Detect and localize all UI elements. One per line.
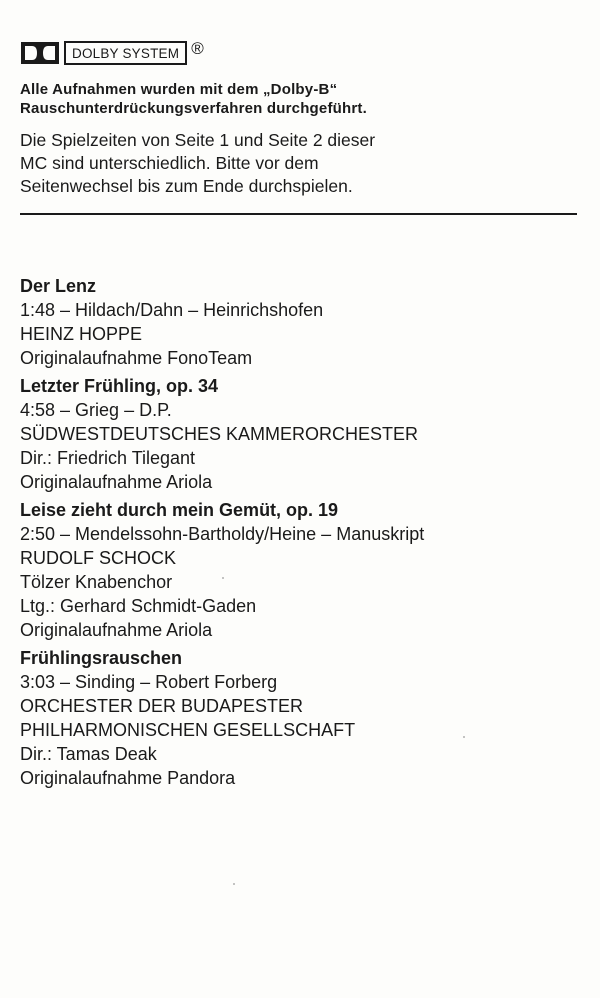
track-source: Originalaufnahme Ariola bbox=[20, 620, 213, 640]
track-source: Originalaufnahme FonoTeam bbox=[20, 348, 253, 368]
track-source: Originalaufnahme Pandora bbox=[20, 768, 236, 788]
track-list bbox=[20, 274, 590, 794]
track-source: Originalaufnahme Ariola bbox=[20, 472, 213, 492]
dolby-badge bbox=[20, 40, 204, 66]
dolby-system-label: DOLBY SYSTEM bbox=[64, 41, 187, 65]
divider bbox=[20, 213, 577, 215]
print-speck bbox=[233, 883, 235, 885]
track-artist: HEINZ HOPPE bbox=[20, 324, 143, 344]
print-speck bbox=[222, 577, 224, 579]
track-details: 4:58 – Grieg – D.P. bbox=[20, 400, 172, 420]
dolby-note-line: Alle Aufnahmen wurden mit dem „Dolby-B“ bbox=[20, 81, 338, 98]
track-details: 1:48 – Hildach/Dahn – Heinrichshofen bbox=[20, 300, 324, 320]
track-artist: SÜDWESTDEUTSCHES KAMMERORCHESTER bbox=[20, 424, 419, 444]
track-item bbox=[20, 498, 590, 642]
track-details: 3:03 – Sinding – Robert Forberg bbox=[20, 672, 278, 692]
playtime-note bbox=[20, 129, 580, 198]
playtime-note-line: Seitenwechsel bis zum Ende durchspielen. bbox=[20, 176, 353, 196]
track-artist: ORCHESTER DER BUDAPESTER bbox=[20, 696, 304, 716]
track-title: Leise zieht durch mein Gemüt, op. 19 bbox=[20, 500, 339, 520]
track-item bbox=[20, 646, 590, 790]
dolby-note bbox=[20, 80, 580, 118]
dolby-double-d-logo-icon bbox=[20, 41, 60, 65]
track-title: Letzter Frühling, op. 34 bbox=[20, 376, 219, 396]
track-title: Der Lenz bbox=[20, 276, 97, 296]
track-item bbox=[20, 274, 590, 370]
print-speck bbox=[463, 736, 465, 738]
track-artist: RUDOLF SCHOCK bbox=[20, 548, 177, 568]
track-credit: Ltg.: Gerhard Schmidt-Gaden bbox=[20, 596, 257, 616]
track-credit: Dir.: Friedrich Tilegant bbox=[20, 448, 196, 468]
track-title: Frühlingsrauschen bbox=[20, 648, 183, 668]
track-credit: Tölzer Knabenchor bbox=[20, 572, 173, 592]
track-item bbox=[20, 374, 590, 494]
track-credit: Dir.: Tamas Deak bbox=[20, 744, 157, 764]
track-details: 2:50 – Mendelssohn-Bartholdy/Heine – Manuskript bbox=[20, 524, 425, 544]
dolby-note-line: Rauschunterdrückungsverfahren durchgeführt. bbox=[20, 100, 367, 117]
track-credit: PHILHARMONISCHEN GESELLSCHAFT bbox=[20, 720, 356, 740]
playtime-note-line: Die Spielzeiten von Seite 1 und Seite 2 dieser bbox=[20, 130, 376, 150]
registered-mark: ® bbox=[191, 39, 204, 58]
playtime-note-line: MC sind unterschiedlich. Bitte vor dem bbox=[20, 153, 319, 173]
